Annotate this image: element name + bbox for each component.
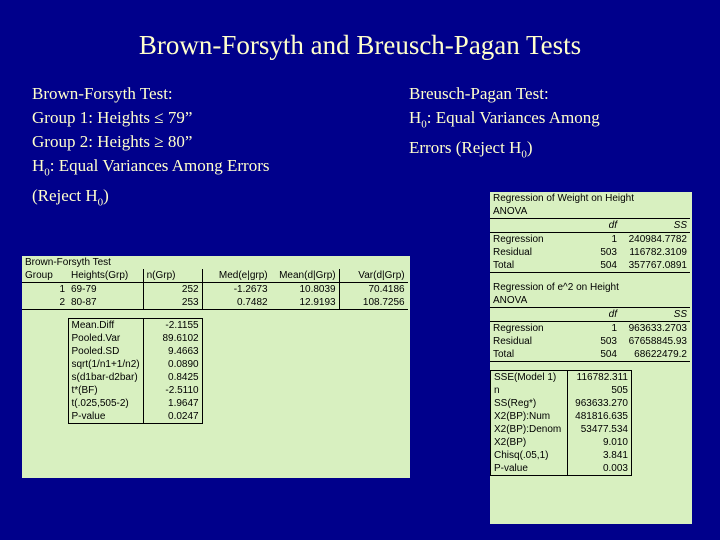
bf-line3: Group 2: Heights ≥ 80” [32, 132, 193, 151]
table-row: 2 80-87 253 0.7482 12.9193 108.7256 [22, 296, 408, 310]
table-row: 1 69-79 252 -1.2673 10.8039 70.4186 [59, 284, 405, 295]
table-row: Residual 503 116782.3109 [493, 247, 687, 258]
bp-anova-label-2: ANOVA [493, 295, 528, 306]
bf-header: Var(d|Grp) [339, 269, 408, 283]
table-row: t(.025,505-2) 1.9647 [22, 397, 408, 410]
table-row: Total 504 68622479.2 [490, 348, 690, 362]
table-row: P-value 0.0247 [22, 410, 408, 424]
table-row: t*(BF) -2.5110 [22, 384, 408, 397]
table-row: Residual 503 67658845.93 [493, 336, 687, 347]
table-row: Mean.Diff -2.1155 [22, 319, 408, 333]
slide-title: Brown-Forsyth and Breusch-Pagan Tests [138, 30, 582, 60]
table-row: X2(BP):Num 481816.635 [491, 410, 632, 423]
bf-header: Group [22, 269, 68, 283]
table-row: SS(Reg*) 963633.270 [491, 397, 632, 410]
breusch-pagan-table [490, 192, 692, 524]
table-row: SSE(Model 1) 116782.311 [491, 371, 632, 385]
table-row: s(d1bar-d2bar) 0.8425 [22, 371, 408, 384]
table-row: X2(BP):Denom 53477.534 [491, 423, 632, 436]
table-row: Regression 1 963633.2703 [493, 323, 687, 334]
bf-header: Heights(Grp) [68, 269, 143, 283]
brown-forsyth-table [22, 256, 410, 478]
bp-line2: $H_0$: Equal Variances Among [409, 108, 600, 131]
table-row: Total 504 357767.0891 [490, 259, 690, 273]
table-row: n 505 [491, 384, 632, 397]
table-row: X2(BP) 9.010 [491, 436, 632, 449]
bp-line3: Errors (Reject $H_0$) [409, 138, 533, 161]
bf-header: n(Grp) [143, 269, 202, 283]
bf-line2: Group 1: Heights ≤ 79” [32, 108, 193, 127]
table-row: sqrt(1/n1+1/n2) 0.0890 [22, 358, 408, 371]
ss-header: SS [620, 308, 690, 322]
table-row: P-value 0.003 [491, 462, 632, 476]
df-header: df [578, 308, 620, 322]
table-row: Pooled.Var 89.6102 [22, 332, 408, 345]
breusch-pagan-description [409, 82, 709, 167]
bp-reg2-title: Regression of e^2 on Height [493, 282, 619, 293]
bf-line4: $H_0$: Equal Variances Among Errors [32, 156, 270, 179]
df-header: df [578, 219, 620, 233]
bf-header: Med(e|grp) [202, 269, 271, 283]
table-row: Regression 1 240984.7782 [493, 234, 687, 245]
bf-table-title: Brown-Forsyth Test [25, 257, 111, 268]
bp-reg1-title: Regression of Weight on Height [493, 193, 635, 204]
bf-line5: (Reject $H_0$) [32, 186, 109, 209]
bp-anova-label: ANOVA [493, 206, 528, 217]
table-row: Chisq(.05,1) 3.841 [491, 449, 632, 462]
table-row: Pooled.SD 9.4663 [22, 345, 408, 358]
bp-line1: Breusch-Pagan Test: [409, 84, 549, 103]
bf-line1: Brown-Forsyth Test: [32, 84, 173, 103]
ss-header: SS [620, 219, 690, 233]
bf-header: Mean(d|Grp) [271, 269, 340, 283]
brown-forsyth-description [32, 82, 372, 215]
